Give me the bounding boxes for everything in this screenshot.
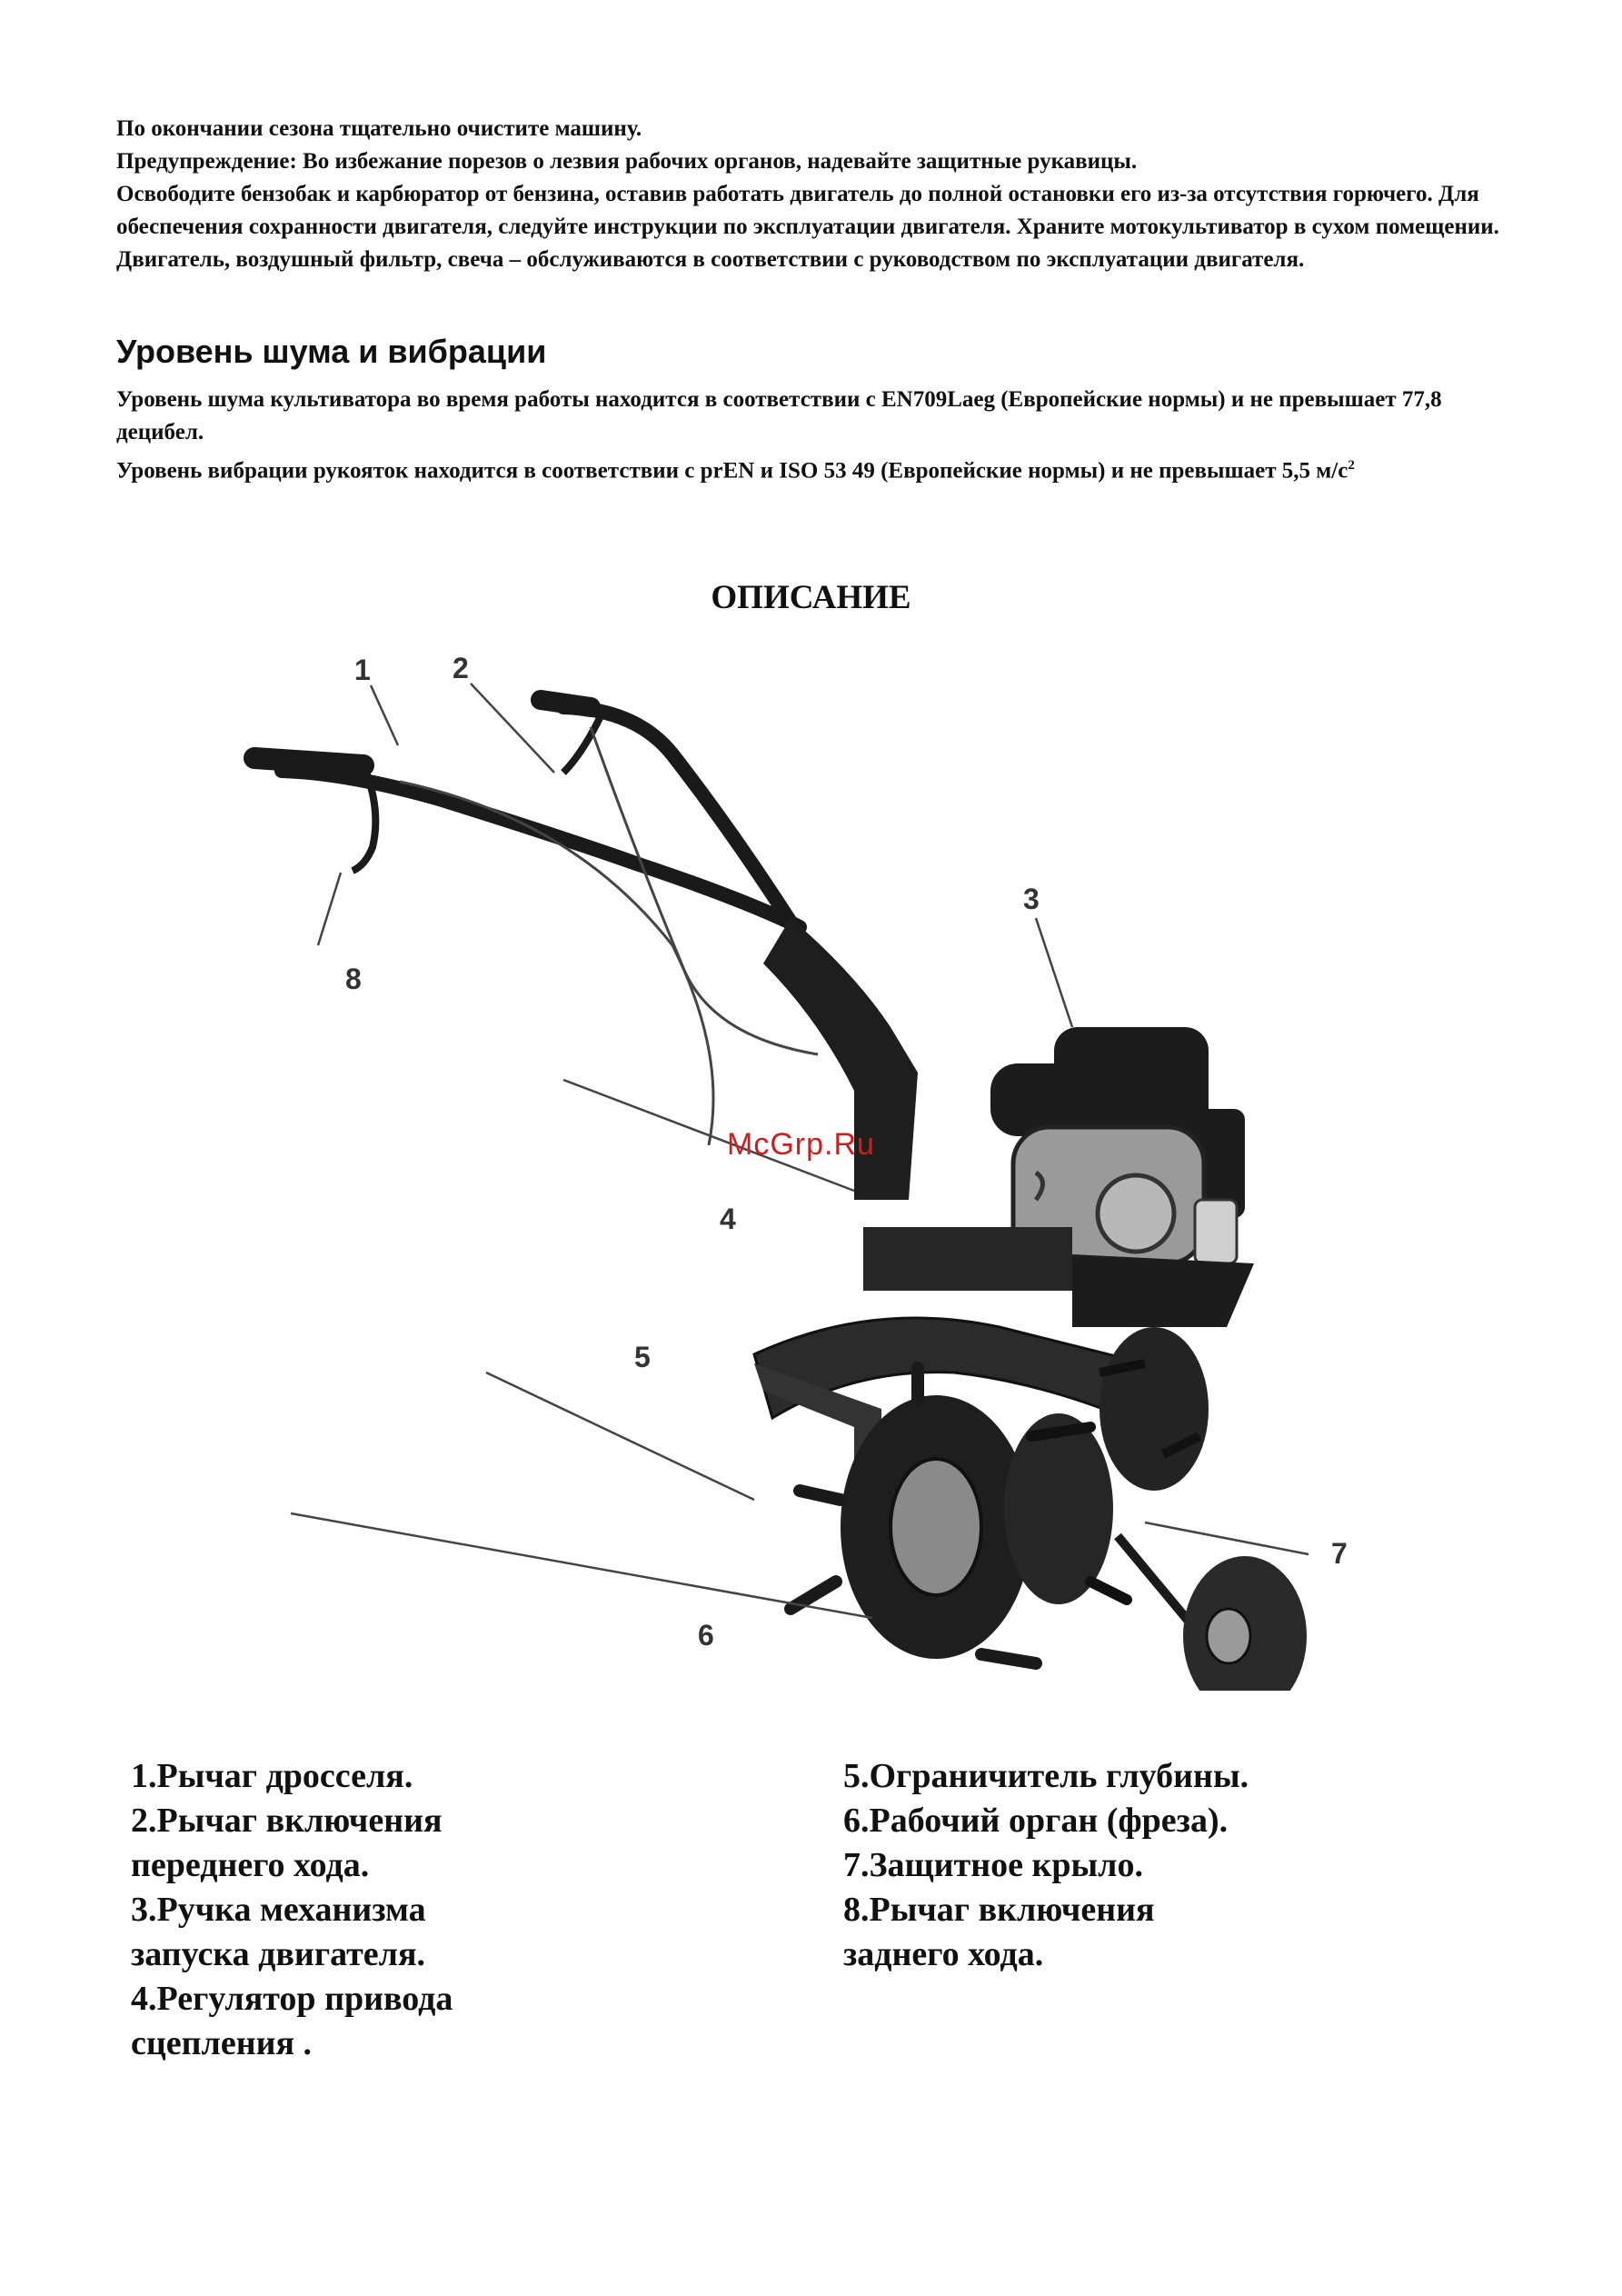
vibration-level-paragraph [116,449,1534,487]
callout-7: 7 [1331,1537,1348,1570]
legend-line: 5.Ограничитель глубины. [843,1757,1249,1795]
description-title: ОПИСАНИЕ [711,579,911,616]
cultivator-diagram [164,636,1454,1691]
watermark: McGrp.Ru [727,1127,875,1162]
legend-line: сцепления . [131,2024,313,2062]
fuel-instruction: Освободите бензобак и карбюратор от бензина, оставив работать двигатель до полной остановки его из-за отсутствия горючего. Для обеспечения сохранности двигателя, следуйте инструкции по эксплуатации двигателя. Храните мотокультиватор в сухом помещении. [116,182,1499,239]
handlebar-left [254,758,800,927]
noise-vibration-heading: Уровень шума и вибрации [116,333,547,370]
legend-line: 3.Ручка механизма [131,1891,426,1929]
parts-legend-right [843,1754,1534,1977]
vibration-level-text: Уровень вибрации рукояток находится в соответствии с prEN и ISO 53 49 (Европейские нормы) и не превышает 5,5 м/с [116,458,1348,484]
legend-line: 8.Рычаг включения [843,1891,1155,1929]
noise-vibration-text [116,384,1534,487]
maintenance-instructions [116,113,1534,276]
frame-plate [863,1227,1072,1291]
warning-paragraph [116,145,1534,178]
tiller-rear [1100,1327,1209,1491]
legend-line: 4.Регулятор привода [131,1980,453,2018]
handlebar-right [541,700,800,936]
legend-line: 7.Защитное крыло. [843,1846,1143,1884]
callout-1: 1 [354,654,371,686]
callout-2: 2 [453,652,469,684]
forward-lever-shape [563,718,600,773]
vibration-unit-superscript: 2 [1348,458,1355,473]
callout-5: 5 [634,1341,651,1373]
warning-label: Предупреждение [116,149,290,174]
legend-line: запуска двигателя. [131,1935,426,1973]
callout-4: 4 [720,1203,736,1235]
callout-3: 3 [1023,883,1040,915]
legend-line: 1.Рычаг дросселя. [131,1757,413,1795]
callout-8: 8 [345,963,362,995]
engine-base [1072,1254,1254,1327]
legend-line: переднего хода. [131,1846,370,1884]
callout-6: 6 [698,1619,714,1652]
transport-wheel [1118,1536,1307,1691]
engine-service-note: Двигатель, воздушный фильтр, свеча – обслуживаются в соответствии с руководством по эксплуатации двигателя. [116,247,1305,272]
parts-legend-left [131,1754,767,2066]
noise-level-paragraph: Уровень шума культиватора во время работы находится в соответствии с EN709Laeg (Европейские нормы) и не превышает 77,8 децибел. [116,387,1442,444]
legend-line: 6.Рабочий орган (фреза). [843,1802,1229,1840]
legend-line: 2.Рычаг включения [131,1802,443,1840]
warning-text: : Во избежание порезов о лезвия рабочих органов, надевайте защитные рукавицы. [289,149,1138,174]
cleaning-instruction: По окончании сезона тщательно очистите машину. [116,116,642,141]
legend-line: заднего хода. [843,1935,1044,1973]
